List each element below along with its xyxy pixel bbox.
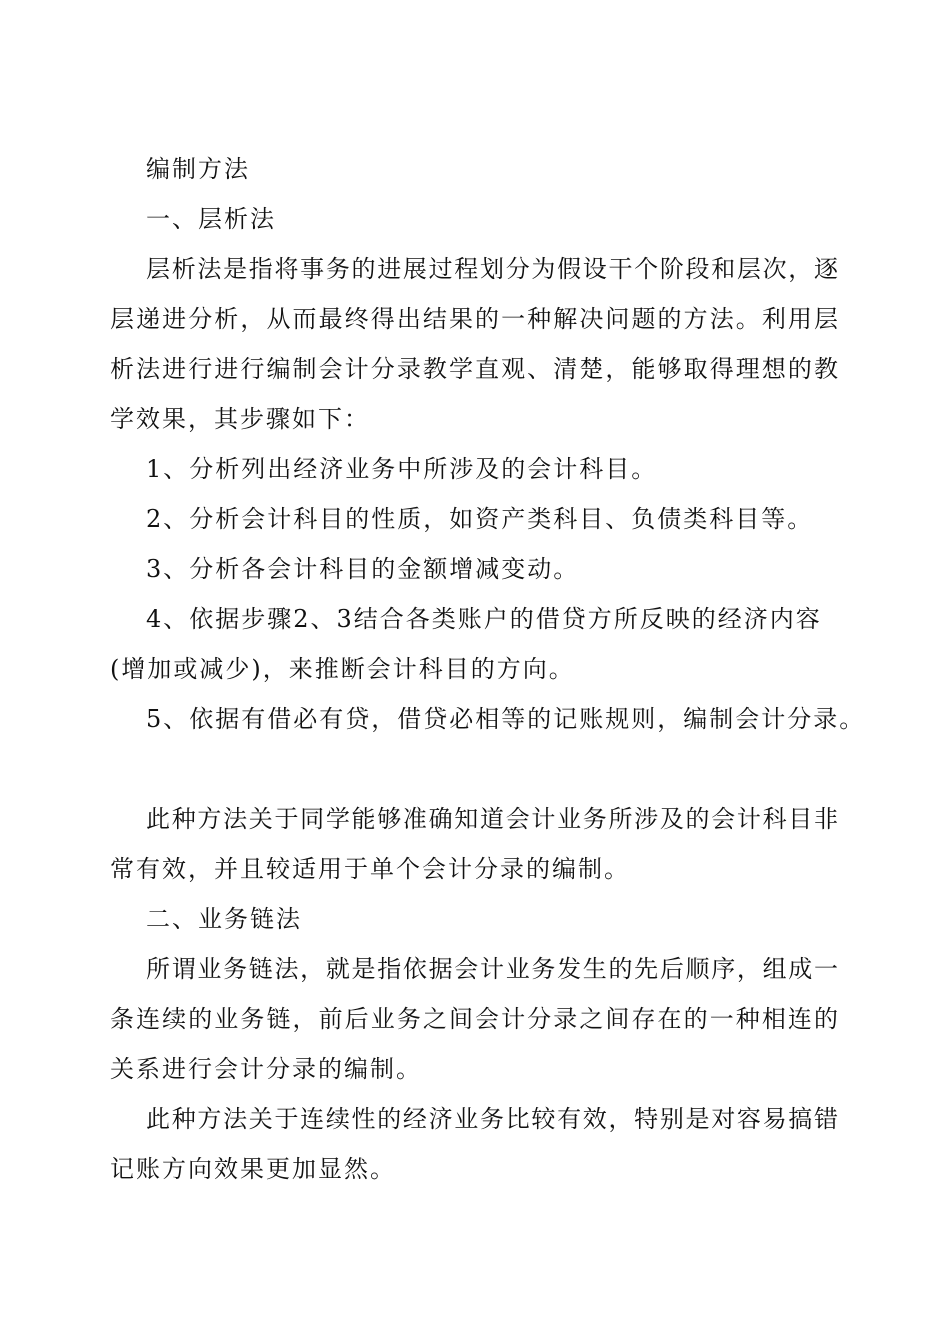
step-item: 2、分析会计科目的性质，如资产类科目、负债类科目等。 (146, 505, 814, 533)
paragraph-line: 析法进行进行编制会计分录教学直观、清楚，能够取得理想的教 (110, 355, 838, 383)
step-item: 1、分析列出经济业务中所涉及的会计科目。 (146, 455, 658, 483)
paragraph-line: 此种方法关于连续性的经济业务比较有效，特别是对容易搞错 (146, 1105, 838, 1133)
paragraph-line: 常有效，并且较适用于单个会计分录的编制。 (110, 855, 630, 883)
document-heading: 编制方法 (146, 155, 250, 183)
section-title-business-chain-method: 二、业务链法 (146, 905, 302, 933)
paragraph-line: 条连续的业务链，前后业务之间会计分录之间存在的一种相连的 (110, 1005, 838, 1033)
paragraph-line: 学效果，其步骤如下： (110, 405, 370, 433)
step-item: 5、依据有借必有贷，借贷必相等的记账规则，编制会计分录。 (146, 705, 866, 733)
step-item: 4、依据步骤2、3结合各类账户的借贷方所反映的经济内容 (146, 605, 822, 633)
paragraph-line: 层递进分析，从而最终得出结果的一种解决问题的方法。利用层 (110, 305, 838, 333)
paragraph-line: 此种方法关于同学能够准确知道会计业务所涉及的会计科目非 (146, 805, 838, 833)
step-item: 3、分析各会计科目的金额增减变动。 (146, 555, 580, 583)
paragraph-line: 记账方向效果更加显然。 (110, 1155, 396, 1183)
paragraph-line: 所谓业务链法，就是指依据会计业务发生的先后顺序，组成一 (146, 955, 838, 983)
step-item: (增加或减少)，来推断会计科目的方向。 (110, 655, 575, 683)
paragraph-line: 关系进行会计分录的编制。 (110, 1055, 422, 1083)
section-title-layered-method: 一、层析法 (146, 205, 276, 233)
paragraph-line: 层析法是指将事务的进展过程划分为假设干个阶段和层次，逐 (146, 255, 838, 283)
